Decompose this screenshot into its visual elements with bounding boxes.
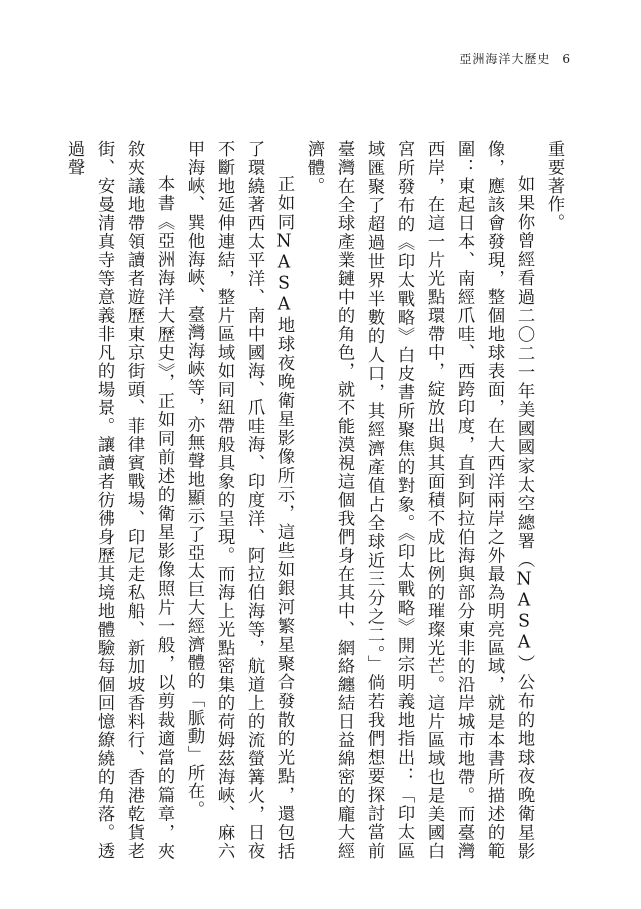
page-number: 6 [562, 52, 571, 66]
paragraph: 如果你曾經看過二〇二一年美國國家太空總署（NASA）公布的地球夜晚衛星影像，應該會發現，整個地球表面，在大西洋兩岸之外最為明亮區域，就是本書所描述的範圍：東起日本、南經爪哇、西跨印度，直到阿拉伯海與部分東非的沿岸城市地帶。而臺灣西岸，在這一片光點環帶中，綻放出與其面積不成比例的璀璨光芒。這片區域也是美國白宮所發布的《印太戰略》白皮書所聚焦的對象。《印太戰略》開宗明義地指出：「印太區域匯聚了超過世界半數的人口，其經濟產值占全球近三分之二。」倘若我們想要探討當前臺灣在全球產業鏈中的角色，就不能漠視這個我們身在其中、網絡纏結日益綿密的龐大經濟體。 [304, 140, 534, 860]
vertical-text-body [64, 140, 569, 860]
paragraph: 本書《亞洲海洋大歷史》，正如同前述的衛星影像照片一般，以剪裁適當的篇章，夾敘夾議地帶領讀者遊歷東京街頭、菲律賓戰場、印尼走私船、新加坡香料行、香港乾貨老街、安曼清真寺等意義非凡的場景。讓讀者彷彿身歷其境地體驗每個回憶繚繞的角落。透過聲 [64, 140, 174, 860]
running-header [459, 50, 571, 67]
paragraph-continuation: 重要著作。 [544, 140, 564, 232]
book-title: 亞洲海洋大歷史 [459, 52, 551, 66]
paragraph: 正如同NASA地球夜晚衛星影像所示，這些如銀河繁星聚合發散的光點，還包括了環繞著西太平洋、南中國海、爪哇海、印度洋、阿拉伯海等，航道上的流螢篝火，日夜不斷地延伸連結，整片區域如同紐帶般具象的呈現。而海上光點密集的荷姆茲海峽、麻六甲海峽、巽他海峽、臺灣海峽等，亦無聲地顯示了亞太巨大經濟體的「脈動」所在。 [184, 140, 294, 860]
